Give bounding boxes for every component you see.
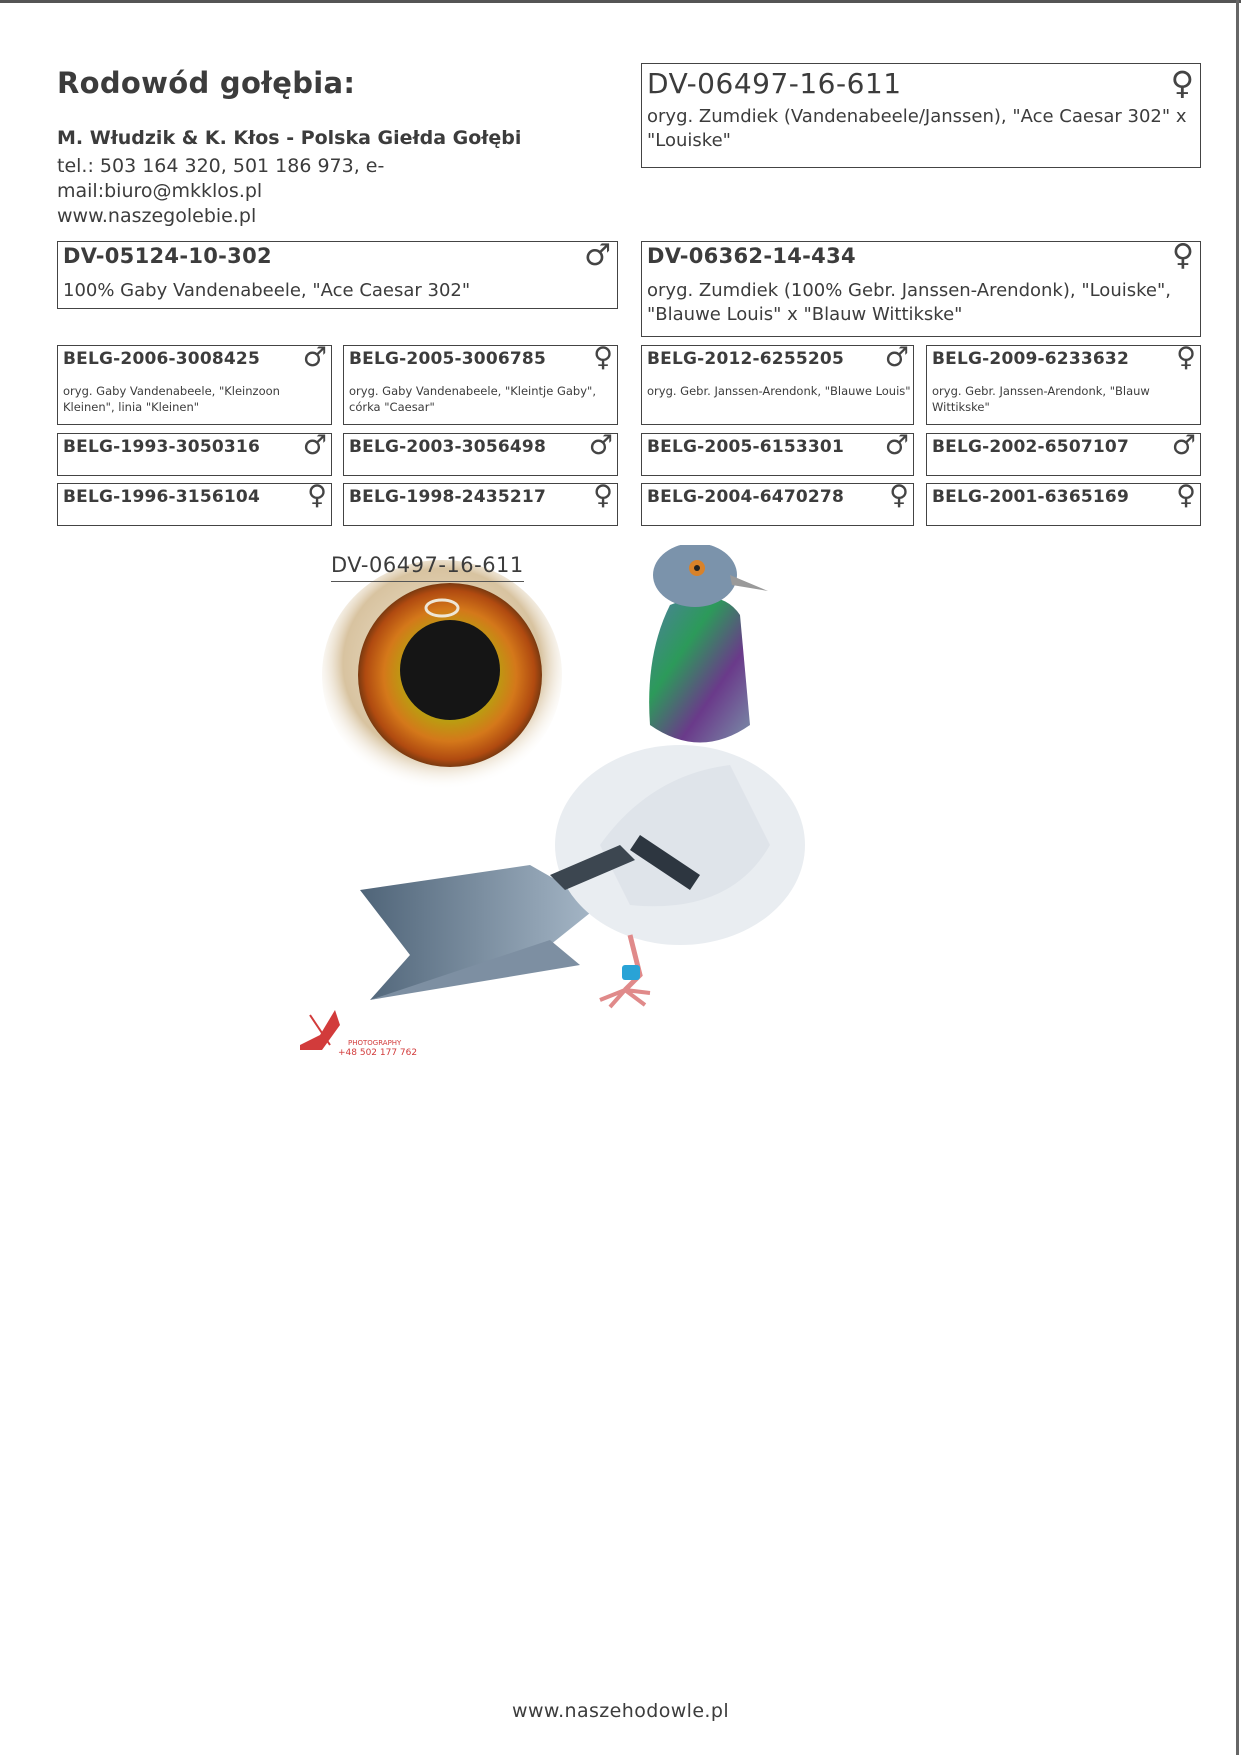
grandparent-ring-number: BELG-2009-6233632 [932,349,1129,369]
male-icon: ♂ [302,430,327,461]
photo-ring-label: DV-06497-16-611 [331,553,524,582]
female-icon: ♀ [1176,480,1196,511]
grandparent-box [926,342,1201,425]
contact-line-email: mail:biuro@mkklos.pl [57,180,263,202]
pigeon-photo [300,545,860,1065]
great-grandparent-box [57,480,332,526]
great-grandparent-ring-number: BELG-1996-3156104 [63,487,260,507]
female-icon: ♀ [307,480,327,511]
grandparent-description: oryg. Gebr. Janssen-Arendonk, "Blauw Wittikske" [932,384,1150,414]
grandparent-box [641,342,914,425]
great-grandparent-ring-number: BELG-2001-6365169 [932,487,1129,507]
contact-line-website: www.naszegolebie.pl [57,205,257,227]
female-icon: ♀ [593,480,613,511]
grandparent-box [57,342,332,425]
sire-description: 100% Gaby Vandenabeele, "Ace Caesar 302" [63,280,471,301]
grandparent-ring-number: BELG-2005-3006785 [349,349,546,369]
female-icon: ♀ [1176,342,1196,373]
main-description: oryg. Zumdiek (Vandenabeele/Janssen), "Ace Caesar 302" x "Louiske" [647,106,1187,151]
great-grandparent-box [343,480,618,526]
great-grandparent-box [641,430,914,476]
photo-credit-phone: +48 502 177 762 [338,1048,418,1058]
great-grandparent-ring-number: BELG-2002-6507107 [932,437,1129,457]
contact-line-phone: tel.: 503 164 320, 501 186 973, e- [57,155,385,177]
grandparent-ring-number: BELG-2006-3008425 [63,349,260,369]
great-grandparent-ring-number: BELG-2003-3056498 [349,437,546,457]
sire-box [57,238,618,309]
female-icon: ♀ [1172,238,1194,273]
male-icon: ♂ [584,238,611,273]
page-title: Rodowód gołębia: [57,66,356,100]
great-grandparent-box [926,480,1201,526]
dam-description: oryg. Zumdiek (100% Gebr. Janssen-Arendonk), "Louiske", "Blauwe Louis" x "Blauw Wittikske" [647,280,1171,325]
grandparent-description: oryg. Gebr. Janssen-Arendonk, "Blauwe Louis" [647,384,911,398]
great-grandparent-box [343,430,618,476]
main-pigeon-box [641,63,1201,168]
male-icon: ♂ [588,430,613,461]
dam-box [641,238,1201,337]
female-icon: ♀ [889,480,909,511]
contact-info [57,154,437,229]
sire-ring-number: DV-05124-10-302 [63,244,272,268]
footer-url: www.naszehodowle.pl [512,1700,729,1722]
great-grandparent-ring-number: BELG-2005-6153301 [647,437,844,457]
main-ring-number: DV-06497-16-611 [647,67,902,100]
photo-credit-title: PHOTOGRAPHY [348,1039,402,1047]
scan-edge-right [1236,0,1239,1755]
grandparent-ring-number: BELG-2012-6255205 [647,349,844,369]
great-grandparent-ring-number: BELG-1993-3050316 [63,437,260,457]
scan-edge-top [0,0,1241,3]
dam-ring-number: DV-06362-14-434 [647,244,856,268]
great-grandparent-ring-number: BELG-1998-2435217 [349,487,546,507]
female-icon: ♀ [1170,64,1194,102]
male-icon: ♂ [302,342,327,373]
great-grandparent-ring-number: BELG-2004-6470278 [647,487,844,507]
grandparent-description: oryg. Gaby Vandenabeele, "Kleinzoon Kleinen", linia "Kleinen" [63,384,280,414]
grandparent-box [343,342,618,425]
great-grandparent-box [926,430,1201,476]
female-icon: ♀ [593,342,613,373]
photographer-logo [300,1010,340,1050]
breeder-name: M. Włudzik & K. Kłos - Polska Giełda Gołębi [57,127,522,149]
grandparent-description: oryg. Gaby Vandenabeele, "Kleintje Gaby", córka "Caesar" [349,384,596,414]
male-icon: ♂ [884,430,909,461]
great-grandparent-box [641,480,914,526]
male-icon: ♂ [884,342,909,373]
great-grandparent-box [57,430,332,476]
male-icon: ♂ [1171,430,1196,461]
